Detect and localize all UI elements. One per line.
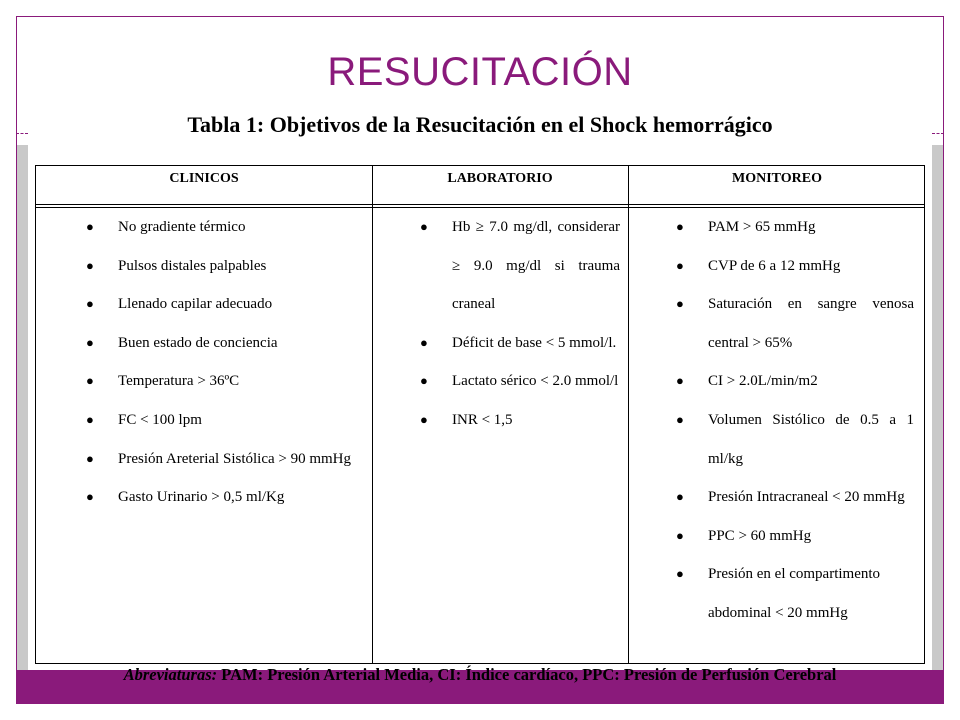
bullet-icon: ● xyxy=(86,219,94,234)
list-item: ● INR < 1,5 xyxy=(406,401,620,440)
bullet-icon: ● xyxy=(676,219,684,234)
list-item: ● Pulsos distales palpables xyxy=(72,247,362,286)
bullet-icon: ● xyxy=(676,489,684,505)
list-item: ● Presión Areterial Sistólica > 90 mmHg xyxy=(72,440,362,479)
column-header-clinicos: CLINICOS xyxy=(169,171,239,186)
bullet-icon: ● xyxy=(86,296,94,312)
bullet-icon: ● xyxy=(420,373,428,389)
list-item: ● Hb ≥ 7.0 mg/dl, considerar ≥ 9.0 mg/dl si trauma craneal xyxy=(406,208,620,324)
list-item: ● Buen estado de conciencia xyxy=(72,324,362,363)
bullet-icon: ● xyxy=(676,296,684,312)
list-item: ● PPC > 60 mmHg xyxy=(662,517,914,556)
bullet-icon: ● xyxy=(676,411,684,427)
list-item: ● Volumen Sistólico de 0.5 a 1 ml/kg xyxy=(662,401,914,478)
list-item: ● No gradiente térmico xyxy=(72,208,362,247)
list-item: ● Presión en el compartimento abdominal < 20 mmHg xyxy=(662,555,914,632)
column-divider xyxy=(372,166,373,663)
bullet-icon: ● xyxy=(86,489,94,505)
abbreviations-note xyxy=(0,665,960,685)
list-item: ● Déficit de base < 5 mmol/l. xyxy=(406,324,620,363)
list-item: ● FC < 100 lpm xyxy=(72,401,362,440)
column-monitoreo xyxy=(662,208,914,633)
bullet-icon: ● xyxy=(86,257,94,273)
list-item: ● Saturación en sangre venosa central > 65% xyxy=(662,285,914,362)
header-divider xyxy=(36,204,924,205)
bullet-icon: ● xyxy=(676,373,684,389)
bullet-icon: ● xyxy=(676,527,684,543)
bullet-icon: ● xyxy=(86,411,94,427)
column-laboratorio xyxy=(406,208,620,440)
list-item: ● Presión Intracraneal < 20 mmHg xyxy=(662,478,914,517)
column-header-monitoreo: MONITOREO xyxy=(732,171,822,186)
column-header-laboratorio: LABORATORIO xyxy=(447,171,553,186)
list-item: ● CI > 2.0L/min/m2 xyxy=(662,362,914,401)
bullet-icon: ● xyxy=(420,219,428,234)
list-item: ● PAM > 65 mmHg xyxy=(662,208,914,247)
list-item: ● Lactato sérico < 2.0 mmol/l xyxy=(406,362,620,401)
table-title: Tabla 1: Objetivos de la Resucitación en el Shock hemorrágico xyxy=(187,112,773,137)
bullet-icon: ● xyxy=(676,566,684,582)
column-clinicos xyxy=(72,208,362,517)
bullet-icon: ● xyxy=(86,334,94,350)
list-item: ● Gasto Urinario > 0,5 ml/Kg xyxy=(72,478,362,517)
abbreviations-label: Abreviaturas: xyxy=(123,665,218,684)
slide-title: RESUCITACIÓN xyxy=(327,50,633,94)
column-divider xyxy=(628,166,629,663)
objectives-table xyxy=(35,165,925,664)
list-item: ● Temperatura > 36ºC xyxy=(72,362,362,401)
bullet-icon: ● xyxy=(676,257,684,273)
bullet-icon: ● xyxy=(86,450,94,466)
abbreviations-text: PAM: Presión Arterial Media, CI: Índice cardíaco, PPC: Presión de Perfusión Cerebral xyxy=(221,665,837,684)
list-item: ● Llenado capilar adecuado xyxy=(72,285,362,324)
list-item: ● CVP de 6 a 12 mmHg xyxy=(662,247,914,286)
bullet-icon: ● xyxy=(86,373,94,389)
bullet-icon: ● xyxy=(420,411,428,427)
bullet-icon: ● xyxy=(420,334,428,350)
